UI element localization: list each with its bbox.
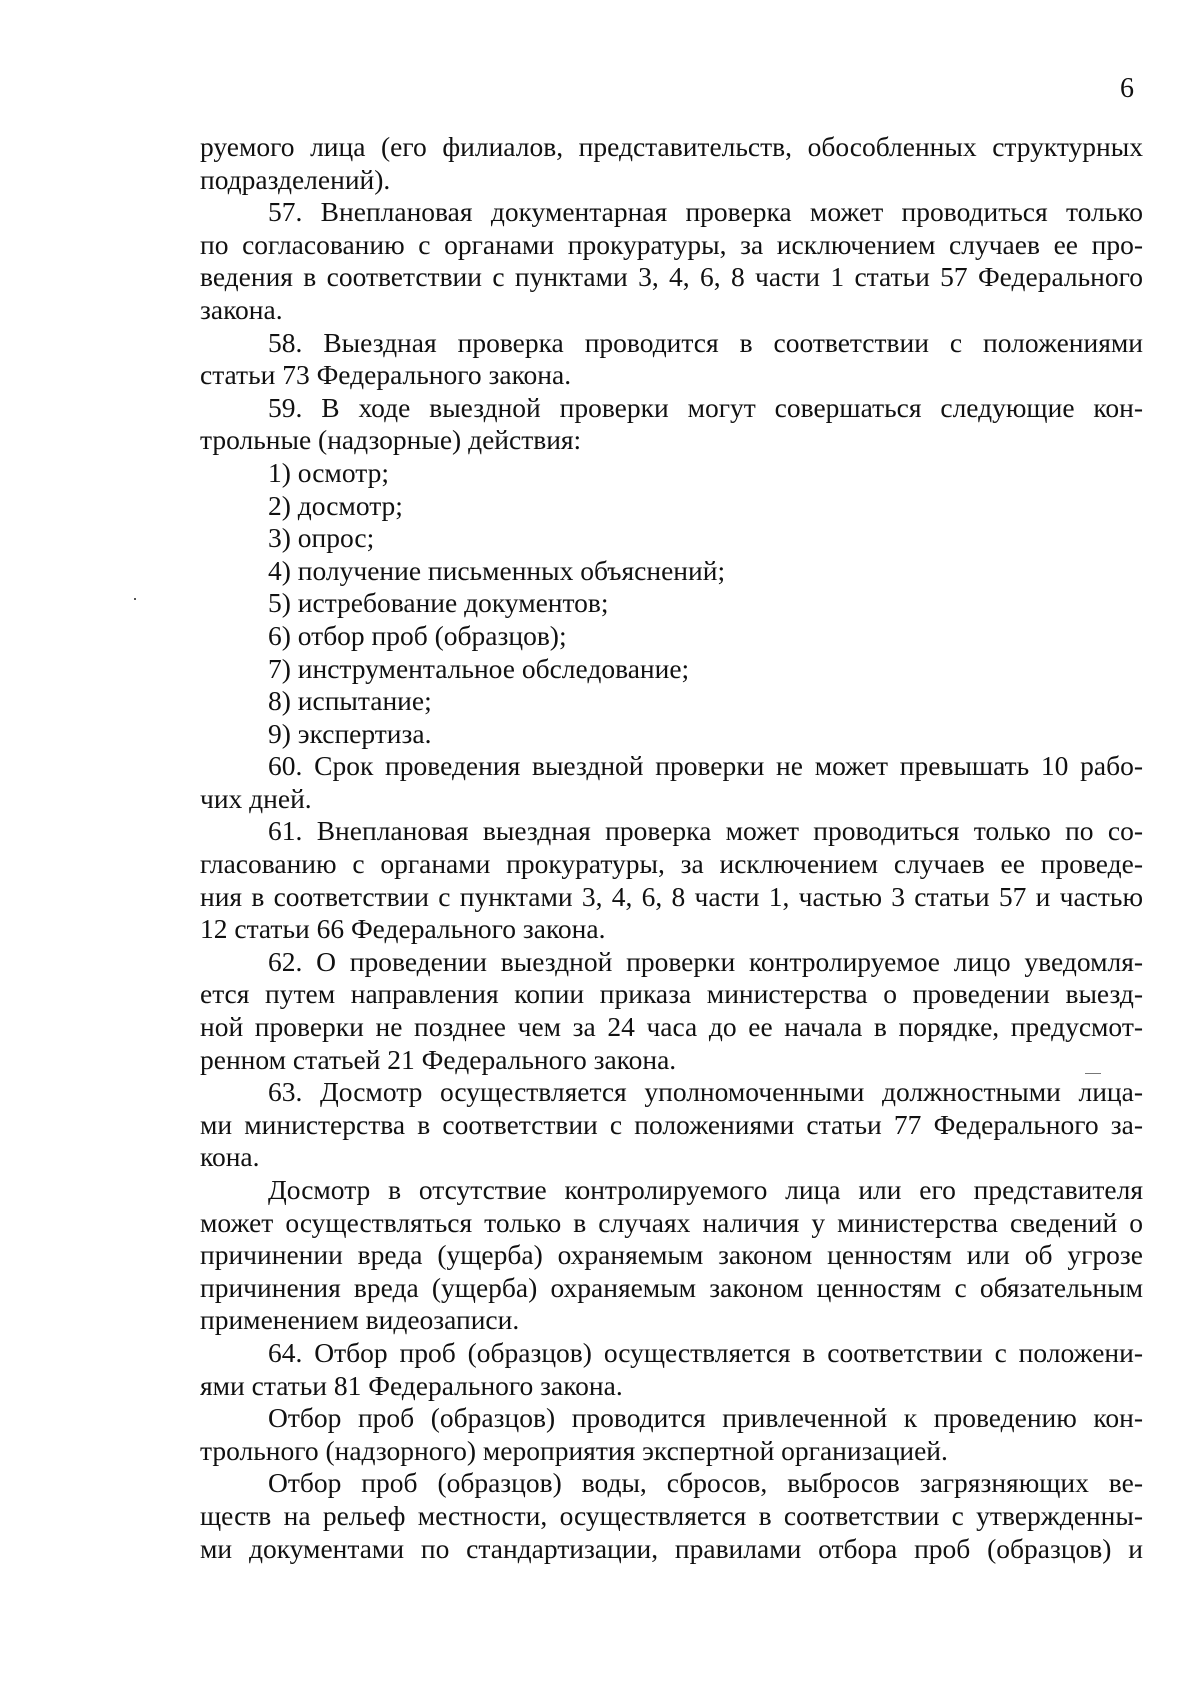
- page-number: 6: [1120, 73, 1134, 104]
- paragraph-61-line: 61. Внеплановая выездная проверка может проводиться только по со-: [268, 815, 1143, 847]
- text-line: закона.: [200, 293, 283, 325]
- text-line: по согласованию с органами прокуратуры, за исключением случаев ее про-: [200, 228, 1143, 260]
- text-line: гласованию с органами прокуратуры, за исключением случаев ее проведе-: [200, 848, 1143, 880]
- paragraph-63-line: 63. Досмотр осуществляется уполномоченными должностными лица-: [268, 1076, 1143, 1108]
- paragraph-sampling-line: Отбор проб (образцов) проводится привлеченной к проведению кон-: [268, 1402, 1143, 1434]
- paragraph-64-line: 64. Отбор проб (образцов) осуществляется в соответствии с положени-: [268, 1336, 1143, 1368]
- scan-artifact-dot: [134, 598, 136, 600]
- text-line: ми документами по стандартизации, правилами отбора проб (образцов) и: [200, 1532, 1143, 1564]
- text-line: статьи 73 Федерального закона.: [200, 359, 572, 391]
- document-body: [200, 131, 1143, 1565]
- list-item: 3) опрос;: [268, 522, 375, 554]
- text-line: руемого лица (его филиалов, представительств, обособленных структурных: [200, 131, 1143, 162]
- text-line: кона.: [200, 1141, 260, 1173]
- list-item: 9) экспертиза.: [268, 717, 432, 749]
- text-line: 12 статьи 66 Федерального закона.: [200, 913, 606, 945]
- text-line: ществ на рельеф местности, осуществляется в соответствии с утвержденны-: [200, 1499, 1143, 1531]
- text-line: ной проверки не позднее чем за 24 часа до ее начала в порядке, предусмот-: [200, 1011, 1143, 1043]
- list-item: 6) отбор проб (образцов);: [268, 619, 567, 651]
- text-line: трольного (надзорного) мероприятия экспертной организацией.: [200, 1434, 948, 1466]
- paragraph-62-line: 62. О проведении выездной проверки контролируемое лицо уведомля-: [268, 945, 1143, 977]
- paragraph-sampling-water-line: Отбор проб (образцов) воды, сбросов, выбросов загрязняющих ве-: [268, 1467, 1143, 1499]
- paragraph-59-line: 59. В ходе выездной проверки могут совершаться следующие кон-: [268, 391, 1143, 423]
- text-line: чих дней.: [200, 782, 312, 814]
- list-item: 4) получение письменных объяснений;: [268, 554, 726, 586]
- list-item: 8) испытание;: [268, 685, 432, 717]
- paragraph-60-line: 60. Срок проведения выездной проверки не может превышать 10 рабо-: [268, 750, 1143, 782]
- list-item: 1) осмотр;: [268, 456, 389, 488]
- text-line: применением видеозаписи.: [200, 1304, 520, 1336]
- text-line: трольные (надзорные) действия:: [200, 424, 582, 456]
- list-item: 2) досмотр;: [268, 489, 403, 521]
- text-line: подразделений).: [200, 163, 391, 195]
- paragraph-58-line: 58. Выездная проверка проводится в соответствии с положениями: [268, 326, 1143, 358]
- text-line: ями статьи 81 Федерального закона.: [200, 1369, 623, 1401]
- text-line: ведения в соответствии с пунктами 3, 4, 6, 8 части 1 статьи 57 Федерального: [200, 261, 1143, 293]
- paragraph-inspection-line: Досмотр в отсутствие контролируемого лица или его представителя: [268, 1174, 1143, 1205]
- text-line: может осуществляться только в случаях наличия у министерства сведений о: [200, 1206, 1143, 1238]
- list-item: 5) истребование документов;: [268, 587, 609, 619]
- text-line: ренном статьей 21 Федерального закона.: [200, 1043, 677, 1075]
- paragraph-57-line: 57. Внеплановая документарная проверка может проводиться только: [268, 196, 1143, 228]
- text-line: ния в соответствии с пунктами 3, 4, 6, 8 части 1, частью 3 статьи 57 и частью: [200, 880, 1143, 912]
- text-line: ми министерства в соответствии с положениями статьи 77 Федерального за-: [200, 1108, 1143, 1140]
- list-item: 7) инструментальное обследование;: [268, 652, 690, 684]
- text-line: ется путем направления копии приказа министерства о проведении выезд-: [200, 978, 1143, 1010]
- text-line: причинения вреда (ущерба) охраняемым законом ценностям с обязательным: [200, 1271, 1143, 1303]
- text-line: причинении вреда (ущерба) охраняемым законом ценностям или об угрозе: [200, 1239, 1143, 1271]
